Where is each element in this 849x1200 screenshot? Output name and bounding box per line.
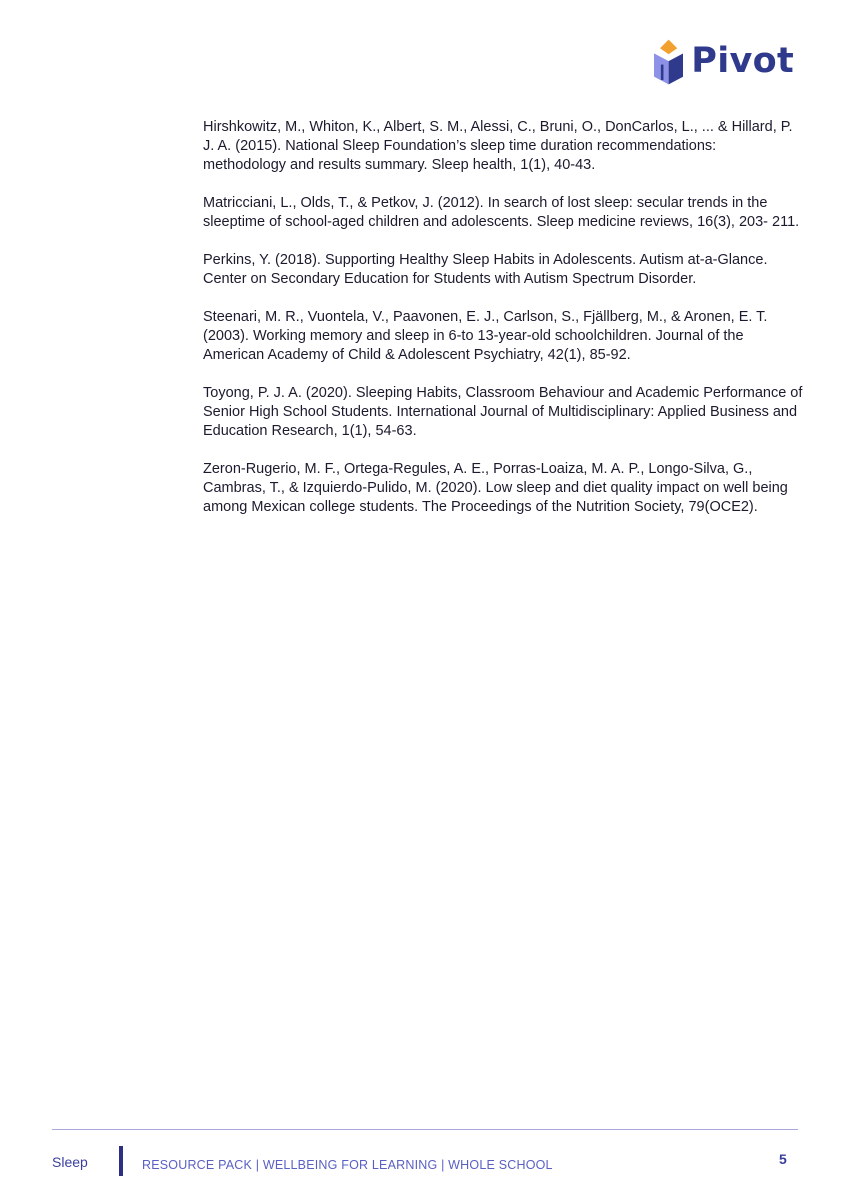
reference-item: Steenari, M. R., Vuontela, V., Paavonen, E. J., Carlson, S., Fjällberg, M., & Aronen, E. T. (2003). Working memory and sleep in 6-to 13-year-old schoolchildren. Journal of the American Academy of Child & Adolescent Psychiatry, 42(1), 85-92. xyxy=(203,309,768,363)
footer-separator-bar xyxy=(119,1146,123,1176)
reference-list xyxy=(203,118,803,536)
footer-resource-pack-label: RESOURCE PACK | WELLBEING FOR LEARNING | WHOLE SCHOOL xyxy=(142,1158,553,1172)
reference-item: Zeron-Rugerio, M. F., Ortega-Regules, A. E., Porras-Loaiza, M. A. P., Longo-Silva, G., Cambras, T., & Izquierdo-Pulido, M. (2020). Low sleep and diet quality impact on well being among Mexican college students. The Proceedings of the Nutrition Society, 79(OCE2). xyxy=(203,461,788,515)
pivot-logo xyxy=(654,36,794,88)
pivot-logo-icon xyxy=(654,36,683,88)
reference-item: Toyong, P. J. A. (2020). Sleeping Habits, Classroom Behaviour and Academic Performance of Senior High School Students. International Journal of Multidisciplinary: Applied Business and Education Research, 1(1), 54-63. xyxy=(203,385,803,439)
page-number: 5 xyxy=(779,1151,787,1167)
reference-item: Hirshkowitz, M., Whiton, K., Albert, S. M., Alessi, C., Bruni, O., DonCarlos, L., ... & Hillard, P. J. A. (2015). National Sleep Foundation’s sleep time duration recommendations: methodology and results summary. Sleep health, 1(1), 40-43. xyxy=(203,119,793,173)
footer-divider xyxy=(52,1129,798,1130)
reference-item: Perkins, Y. (2018). Supporting Healthy Sleep Habits in Adolescents. Autism at-a-Glance. Center on Secondary Education for Students with Autism Spectrum Disorder. xyxy=(203,252,768,287)
pivot-logo-text: Pivot xyxy=(691,40,794,81)
reference-item: Matricciani, L., Olds, T., & Petkov, J. (2012). In search of lost sleep: secular trends in the sleeptime of school-aged children and adolescents. Sleep medicine reviews, 16(3), 203- 211. xyxy=(203,195,800,230)
footer-section-title: Sleep xyxy=(52,1154,88,1170)
